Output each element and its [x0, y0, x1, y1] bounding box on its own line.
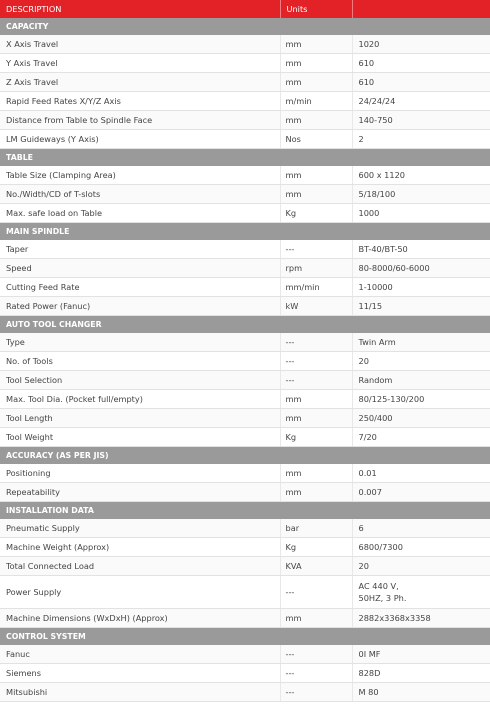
spec-value: 0I MF	[352, 645, 490, 664]
spec-value: BT-40/BT-50	[352, 240, 490, 259]
spec-unit: ---	[280, 371, 352, 390]
spec-description: Cutting Feed Rate	[0, 278, 280, 297]
spec-row	[0, 683, 490, 702]
spec-body	[0, 18, 490, 702]
spec-value: 80-8000/60-6000	[352, 259, 490, 278]
spec-unit: ---	[280, 240, 352, 259]
spec-value: 140-750	[352, 111, 490, 130]
spec-unit: mm	[280, 464, 352, 483]
spec-description: Speed	[0, 259, 280, 278]
spec-description: No./Width/CD of T-slots	[0, 185, 280, 204]
spec-value: 11/15	[352, 297, 490, 316]
header-value	[352, 0, 490, 18]
spec-row	[0, 297, 490, 316]
spec-description: Max. Tool Dia. (Pocket full/empty)	[0, 390, 280, 409]
spec-value: 20	[352, 352, 490, 371]
spec-unit: mm	[280, 73, 352, 92]
header-description: DESCRIPTION	[0, 0, 280, 18]
spec-row	[0, 185, 490, 204]
spec-row	[0, 35, 490, 54]
section-header-row	[0, 628, 490, 646]
spec-value: 610	[352, 73, 490, 92]
spec-row	[0, 664, 490, 683]
spec-value: 1020	[352, 35, 490, 54]
spec-row	[0, 278, 490, 297]
section-title: TABLE	[0, 149, 490, 167]
spec-row	[0, 166, 490, 185]
spec-description: Power Supply	[0, 576, 280, 609]
section-header-row	[0, 149, 490, 167]
spec-unit: mm	[280, 483, 352, 502]
section-title: MAIN SPINDLE	[0, 223, 490, 241]
spec-value: 6800/7300	[352, 538, 490, 557]
spec-value: Random	[352, 371, 490, 390]
spec-row	[0, 557, 490, 576]
spec-value: 250/400	[352, 409, 490, 428]
section-header-row	[0, 223, 490, 241]
spec-row	[0, 483, 490, 502]
spec-description: Rated Power (Fanuc)	[0, 297, 280, 316]
section-title: ACCURACY (AS PER JIS)	[0, 447, 490, 465]
spec-row	[0, 130, 490, 149]
spec-row	[0, 259, 490, 278]
spec-unit: mm	[280, 35, 352, 54]
spec-row	[0, 92, 490, 111]
section-header-row	[0, 18, 490, 35]
spec-unit: bar	[280, 519, 352, 538]
spec-description: Table Size (Clamping Area)	[0, 166, 280, 185]
spec-row	[0, 538, 490, 557]
spec-row	[0, 371, 490, 390]
spec-value: 0.01	[352, 464, 490, 483]
spec-row	[0, 390, 490, 409]
spec-row	[0, 428, 490, 447]
header-row	[0, 0, 490, 18]
spec-row	[0, 73, 490, 92]
spec-description: Distance from Table to Spindle Face	[0, 111, 280, 130]
section-header-row	[0, 447, 490, 465]
spec-value: 610	[352, 54, 490, 73]
spec-unit: Kg	[280, 428, 352, 447]
spec-row	[0, 111, 490, 130]
spec-row	[0, 519, 490, 538]
spec-unit: kW	[280, 297, 352, 316]
section-title: CONTROL SYSTEM	[0, 628, 490, 646]
spec-unit: rpm	[280, 259, 352, 278]
spec-row	[0, 333, 490, 352]
spec-description: Y Axis Travel	[0, 54, 280, 73]
spec-row	[0, 645, 490, 664]
section-header-row	[0, 502, 490, 520]
spec-value: 6	[352, 519, 490, 538]
header-units: Units	[280, 0, 352, 18]
spec-unit: ---	[280, 576, 352, 609]
spec-unit: ---	[280, 664, 352, 683]
spec-value: 7/20	[352, 428, 490, 447]
spec-unit: m/min	[280, 92, 352, 111]
spec-description: Type	[0, 333, 280, 352]
spec-description: Taper	[0, 240, 280, 259]
spec-value: 600 x 1120	[352, 166, 490, 185]
spec-value: Twin Arm	[352, 333, 490, 352]
spec-unit: mm	[280, 609, 352, 628]
spec-unit: mm	[280, 185, 352, 204]
section-title: AUTO TOOL CHANGER	[0, 316, 490, 334]
spec-value: 24/24/24	[352, 92, 490, 111]
spec-description: Repeatability	[0, 483, 280, 502]
spec-value: AC 440 V, 50HZ, 3 Ph.	[352, 576, 490, 609]
spec-row	[0, 576, 490, 609]
spec-row	[0, 409, 490, 428]
spec-description: Machine Weight (Approx)	[0, 538, 280, 557]
spec-value: M 80	[352, 683, 490, 702]
section-title: CAPACITY	[0, 18, 490, 35]
spec-description: Tool Selection	[0, 371, 280, 390]
spec-unit: ---	[280, 333, 352, 352]
spec-row	[0, 54, 490, 73]
section-header-row	[0, 316, 490, 334]
spec-row	[0, 204, 490, 223]
spec-description: Max. safe load on Table	[0, 204, 280, 223]
spec-unit: ---	[280, 352, 352, 371]
spec-unit: mm	[280, 390, 352, 409]
spec-value: 2882x3368x3358	[352, 609, 490, 628]
spec-unit: Nos	[280, 130, 352, 149]
spec-description: Positioning	[0, 464, 280, 483]
spec-description: Mitsubishi	[0, 683, 280, 702]
spec-row	[0, 352, 490, 371]
spec-description: Tool Length	[0, 409, 280, 428]
spec-unit: mm	[280, 54, 352, 73]
spec-unit: mm	[280, 409, 352, 428]
spec-unit: Kg	[280, 538, 352, 557]
spec-description: Total Connected Load	[0, 557, 280, 576]
section-title: INSTALLATION DATA	[0, 502, 490, 520]
spec-unit: ---	[280, 683, 352, 702]
spec-description: X Axis Travel	[0, 35, 280, 54]
spec-value: 2	[352, 130, 490, 149]
spec-value: 20	[352, 557, 490, 576]
spec-unit: KVA	[280, 557, 352, 576]
spec-description: LM Guideways (Y Axis)	[0, 130, 280, 149]
spec-unit: ---	[280, 645, 352, 664]
spec-description: No. of Tools	[0, 352, 280, 371]
spec-description: Pneumatic Supply	[0, 519, 280, 538]
spec-description: Fanuc	[0, 645, 280, 664]
spec-value: 80/125-130/200	[352, 390, 490, 409]
spec-row	[0, 609, 490, 628]
spec-value: 828D	[352, 664, 490, 683]
spec-unit: mm/min	[280, 278, 352, 297]
spec-value: 1-10000	[352, 278, 490, 297]
spec-value: 1000	[352, 204, 490, 223]
spec-description: Siemens	[0, 664, 280, 683]
spec-row	[0, 240, 490, 259]
spec-description: Rapid Feed Rates X/Y/Z Axis	[0, 92, 280, 111]
spec-description: Z Axis Travel	[0, 73, 280, 92]
spec-value: 5/18/100	[352, 185, 490, 204]
spec-description: Machine Dimensions (WxDxH) (Approx)	[0, 609, 280, 628]
spec-value: 0.007	[352, 483, 490, 502]
spec-unit: mm	[280, 166, 352, 185]
spec-description: Tool Weight	[0, 428, 280, 447]
spec-unit: mm	[280, 111, 352, 130]
spec-unit: Kg	[280, 204, 352, 223]
spec-row	[0, 464, 490, 483]
